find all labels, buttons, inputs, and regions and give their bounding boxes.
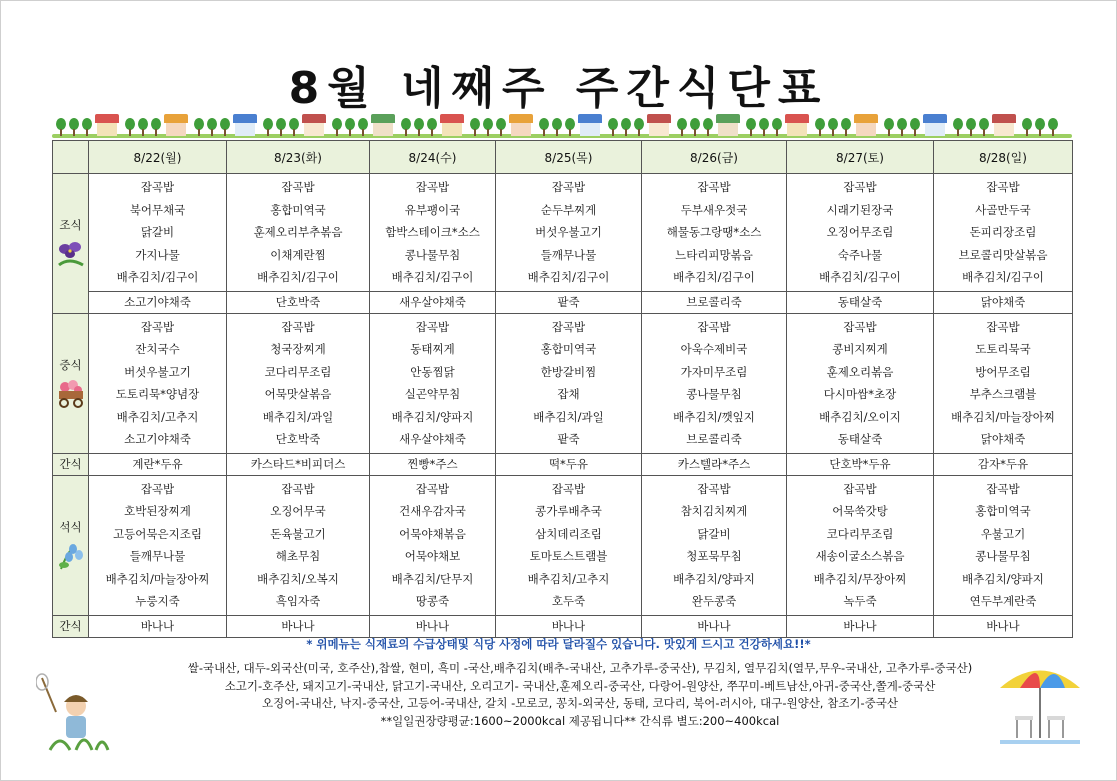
lunch-cell bbox=[496, 313, 642, 453]
lunch-cell bbox=[642, 313, 787, 453]
breakfast-cell bbox=[934, 174, 1073, 292]
flower-cart-icon bbox=[55, 379, 87, 409]
menu-item: 청국장찌게 bbox=[270, 342, 326, 356]
menu-item: 코다리무조림 bbox=[264, 364, 332, 379]
menu-item-list bbox=[370, 314, 495, 453]
lunch-cell bbox=[787, 313, 934, 453]
tree-icon bbox=[263, 118, 273, 136]
snack-cell: 단호박*두유 bbox=[787, 453, 934, 475]
menu-item: 유부팽이국 bbox=[404, 202, 461, 217]
menu-item: 흑임자죽 bbox=[275, 594, 321, 608]
menu-item: 우불고기 bbox=[980, 526, 1026, 541]
bluebell-flower-icon bbox=[55, 541, 87, 571]
tree-icon bbox=[496, 118, 506, 136]
dinner-cell bbox=[934, 475, 1073, 615]
weekly-menu-table bbox=[52, 140, 1073, 638]
day-header: 8/28(일) bbox=[934, 141, 1073, 174]
snack-cell: 바나나 bbox=[89, 615, 227, 637]
house-icon bbox=[95, 114, 119, 136]
menu-item: 콩비지찌게 bbox=[832, 342, 888, 356]
menu-item: 배추김치/깻잎지 bbox=[673, 409, 755, 424]
house-icon bbox=[233, 114, 257, 136]
menu-item: 배추김치/양파지 bbox=[391, 409, 474, 424]
menu-item: 닭야채죽 bbox=[980, 432, 1026, 446]
house-icon bbox=[164, 114, 188, 136]
snack-cell: 계란*두유 bbox=[89, 453, 227, 475]
dinner-cell bbox=[227, 475, 370, 615]
breakfast-porridge-row bbox=[53, 291, 1073, 313]
day-header: 8/24(수) bbox=[370, 141, 496, 174]
tree-icon bbox=[401, 118, 411, 136]
breakfast-cell bbox=[89, 174, 227, 292]
tree-icon bbox=[703, 118, 713, 136]
menu-item: 참치김치찌게 bbox=[680, 504, 748, 518]
menu-item: 방어무조림 bbox=[975, 364, 1031, 379]
lunch-cell bbox=[227, 313, 370, 453]
dinner-label-cell bbox=[53, 475, 89, 615]
tree-icon bbox=[565, 118, 575, 136]
menu-item: 닭갈비 bbox=[697, 526, 731, 541]
menu-item: 잡곡밥 bbox=[281, 180, 315, 194]
tree-icon bbox=[897, 118, 907, 136]
tree-icon bbox=[841, 118, 851, 136]
menu-item: 팥죽 bbox=[557, 432, 580, 446]
menu-item: 배추김치/김구이 bbox=[819, 270, 901, 284]
origin-line: 소고기-호주산, 돼지고기-국내산, 닭고기-국내산, 오리고기- 국내산,훈제오리-중국산, 다랑어-원양산, 쭈꾸미-베트남산,아귀-중국산,쫄게-중국산 bbox=[224, 678, 936, 693]
tree-icon bbox=[979, 118, 989, 136]
menu-item: 숙주나물 bbox=[837, 247, 883, 262]
menu-item: 잡곡밥 bbox=[415, 319, 450, 334]
porridge-cell: 새우살야채죽 bbox=[370, 291, 496, 313]
menu-item-list bbox=[89, 476, 226, 615]
dinner-row bbox=[53, 475, 1073, 615]
menu-item: 잡곡밥 bbox=[140, 319, 175, 334]
dinner-cell bbox=[787, 475, 934, 615]
menu-item: 잔치국수 bbox=[135, 342, 180, 356]
tree-icon bbox=[358, 118, 368, 136]
menu-item-list bbox=[642, 314, 786, 453]
menu-item: 누룽지죽 bbox=[135, 594, 180, 608]
menu-item: 배추김치/김구이 bbox=[391, 270, 474, 284]
tree-icon bbox=[884, 118, 894, 136]
tree-icon bbox=[207, 118, 217, 136]
house-icon bbox=[371, 114, 395, 136]
menu-item: 청포묵무침 bbox=[686, 549, 742, 563]
menu-item: 잡곡밥 bbox=[697, 481, 731, 496]
dinner-cell bbox=[370, 475, 496, 615]
breakfast-cell bbox=[787, 174, 934, 292]
menu-item: 잡곡밥 bbox=[140, 180, 175, 194]
menu-item: 어묵야채볶음 bbox=[399, 526, 466, 541]
snack-cell: 찐빵*주스 bbox=[370, 453, 496, 475]
tree-icon bbox=[220, 118, 230, 136]
menu-item-list bbox=[227, 314, 369, 453]
menu-item: 브로콜리맛살볶음 bbox=[958, 247, 1048, 262]
tree-icon bbox=[69, 118, 79, 136]
menu-item: 실곤약무침 bbox=[404, 387, 461, 401]
tree-icon bbox=[138, 118, 148, 136]
menu-item: 두부새우젓국 bbox=[680, 202, 748, 217]
tree-icon bbox=[427, 118, 437, 136]
day-header: 8/22(월) bbox=[89, 141, 227, 174]
menu-item: 배추김치/김구이 bbox=[527, 270, 610, 284]
tree-icon bbox=[966, 118, 976, 136]
menu-item: 홍합미역국 bbox=[975, 504, 1031, 518]
porridge-cell: 브로콜리죽 bbox=[642, 291, 787, 313]
menu-item: 어묵쑥갓탕 bbox=[832, 504, 888, 518]
menu-item: 사골만두국 bbox=[975, 202, 1031, 217]
menu-item: 콩나물무침 bbox=[404, 247, 461, 262]
menu-item: 해초무침 bbox=[275, 549, 321, 563]
beach-umbrella-icon bbox=[995, 658, 1085, 748]
snack-cell: 바나나 bbox=[934, 615, 1073, 637]
tree-icon bbox=[828, 118, 838, 136]
house-icon bbox=[785, 114, 809, 136]
menu-item: 배추김치/단무지 bbox=[391, 571, 474, 586]
menu-item: 배추김치/김구이 bbox=[257, 270, 339, 284]
tree-icon bbox=[194, 118, 204, 136]
menu-item: 잡곡밥 bbox=[551, 180, 586, 194]
tree-icon bbox=[483, 118, 493, 136]
tree-icon bbox=[953, 118, 963, 136]
menu-item: 완두콩죽 bbox=[691, 594, 737, 608]
calorie-line: **일일권장량평균:1600~2000kcal 제공됩니다** 간식류 별도:200~400kcal bbox=[380, 713, 780, 728]
menu-item: 잡곡밥 bbox=[697, 180, 731, 194]
menu-item: 오징어무국 bbox=[270, 504, 326, 518]
snack-cell: 감자*두유 bbox=[934, 453, 1073, 475]
snack-cell: 바나나 bbox=[787, 615, 934, 637]
snack-cell: 떡*두유 bbox=[496, 453, 642, 475]
menu-item: 잡곡밥 bbox=[415, 481, 450, 496]
house-icon bbox=[647, 114, 671, 136]
menu-item: 녹두죽 bbox=[843, 594, 877, 608]
notice-text: * 위메뉴는 식재료의 수급상태및 식당 사정에 따라 달라질수 있습니다. 맛있게 드시고 건강하세요!!* bbox=[306, 637, 811, 651]
lunch-cell bbox=[934, 313, 1073, 453]
menu-item-list bbox=[227, 174, 369, 291]
lunch-cell bbox=[89, 313, 227, 453]
menu-item: 잡곡밥 bbox=[281, 481, 315, 496]
menu-item: 동태살죽 bbox=[837, 432, 883, 446]
tree-icon bbox=[608, 118, 618, 136]
tree-icon bbox=[1022, 118, 1032, 136]
menu-item-list bbox=[89, 314, 226, 453]
house-icon bbox=[302, 114, 326, 136]
menu-item: 부추스크램블 bbox=[969, 387, 1037, 401]
porridge-cell: 닭야채죽 bbox=[934, 291, 1073, 313]
tree-icon bbox=[677, 118, 687, 136]
tree-icon bbox=[332, 118, 342, 136]
menu-item: 시래기된장국 bbox=[826, 202, 894, 217]
menu-item: 홍합미역국 bbox=[540, 342, 597, 356]
menu-item: 배추김치/무장아찌 bbox=[813, 571, 907, 586]
menu-item: 한방갈비찜 bbox=[540, 364, 597, 379]
menu-item: 안동찜닭 bbox=[410, 364, 455, 379]
snack-cell: 바나나 bbox=[227, 615, 370, 637]
breakfast-label-cell bbox=[53, 174, 89, 314]
menu-item: 훈제오리부추볶음 bbox=[253, 225, 343, 239]
menu-item-list bbox=[370, 476, 495, 615]
meal-label: 석식 bbox=[59, 520, 82, 534]
menu-item-list bbox=[934, 174, 1072, 291]
house-icon bbox=[716, 114, 740, 136]
snack-label-cell: 간식 bbox=[53, 615, 89, 637]
menu-item: 잡곡밥 bbox=[415, 180, 450, 194]
tree-icon bbox=[552, 118, 562, 136]
house-icon bbox=[440, 114, 464, 136]
corner-cell bbox=[53, 141, 89, 174]
menu-item: 콩나물무침 bbox=[686, 387, 742, 401]
menu-item: 토마토스트램블 bbox=[529, 549, 608, 563]
menu-item: 호두죽 bbox=[551, 594, 586, 608]
menu-item-list bbox=[642, 174, 786, 291]
snack-label-cell: 간식 bbox=[53, 453, 89, 475]
breakfast-row bbox=[53, 174, 1073, 292]
menu-item: 오징어무조림 bbox=[826, 225, 894, 239]
menu-item-list bbox=[787, 476, 933, 615]
menu-item: 잡곡밥 bbox=[697, 319, 731, 334]
menu-item: 이채계란찜 bbox=[270, 247, 326, 262]
tree-icon bbox=[289, 118, 299, 136]
menu-item: 새송이굴소스볶음 bbox=[815, 549, 905, 563]
menu-item: 배추김치/양파지 bbox=[673, 571, 755, 586]
menu-item-list bbox=[934, 476, 1072, 615]
tree-icon bbox=[621, 118, 631, 136]
house-icon bbox=[578, 114, 602, 136]
tree-icon bbox=[690, 118, 700, 136]
menu-item: 브로콜리죽 bbox=[686, 432, 742, 446]
menu-item: 함박스테이크*소스 bbox=[385, 225, 480, 239]
menu-item: 돈피리장조림 bbox=[969, 225, 1037, 239]
menu-item: 북어무채국 bbox=[129, 202, 186, 217]
menu-item: 가지나물 bbox=[135, 247, 180, 262]
dinner-cell bbox=[89, 475, 227, 615]
village-decoration bbox=[52, 110, 1072, 140]
tree-icon bbox=[82, 118, 92, 136]
menu-item: 배추김치/오복지 bbox=[257, 571, 339, 586]
menu-item: 배추김치/고추지 bbox=[116, 409, 199, 424]
tree-icon bbox=[151, 118, 161, 136]
snack-cell: 바나나 bbox=[496, 615, 642, 637]
menu-item: 잡곡밥 bbox=[843, 180, 877, 194]
menu-item: 잡곡밥 bbox=[281, 319, 315, 334]
porridge-cell: 소고기야채죽 bbox=[89, 291, 227, 313]
header-row bbox=[53, 141, 1073, 174]
menu-item: 배추김치/과일 bbox=[533, 409, 604, 424]
origin-info bbox=[150, 660, 1010, 730]
menu-item: 연두부계란죽 bbox=[969, 594, 1037, 608]
menu-item-list bbox=[496, 314, 641, 453]
menu-item: 잡곡밥 bbox=[551, 481, 586, 496]
snack-row bbox=[53, 453, 1073, 475]
breakfast-cell bbox=[642, 174, 787, 292]
tree-icon bbox=[815, 118, 825, 136]
page-title: 8월 네째주 주간식단표 bbox=[288, 63, 829, 114]
menu-item: 배추김치/고추지 bbox=[527, 571, 610, 586]
menu-item: 홍합미역국 bbox=[270, 202, 326, 217]
menu-item: 배추김치/오이지 bbox=[819, 409, 901, 424]
menu-item: 순두부찌게 bbox=[540, 202, 597, 217]
tree-icon bbox=[414, 118, 424, 136]
tree-icon bbox=[345, 118, 355, 136]
menu-item: 훈제오리볶음 bbox=[826, 364, 894, 379]
tree-icon bbox=[1048, 118, 1058, 136]
meal-label: 조식 bbox=[59, 218, 82, 233]
menu-item: 잡곡밥 bbox=[843, 319, 877, 334]
dinner-cell bbox=[496, 475, 642, 615]
menu-item: 삼치데리조림 bbox=[535, 526, 602, 541]
lunch-label-cell bbox=[53, 313, 89, 453]
snack-row bbox=[53, 615, 1073, 637]
menu-item-list bbox=[370, 174, 495, 291]
menu-item: 배추김치/김구이 bbox=[116, 270, 199, 284]
menu-item-list bbox=[496, 174, 641, 291]
menu-item: 콩나물무침 bbox=[975, 549, 1031, 563]
menu-item: 소고기야채죽 bbox=[124, 432, 191, 446]
menu-item-list bbox=[787, 174, 933, 291]
tree-icon bbox=[759, 118, 769, 136]
porridge-cell: 동태살죽 bbox=[787, 291, 934, 313]
menu-item: 단호박죽 bbox=[275, 432, 321, 446]
breakfast-cell bbox=[370, 174, 496, 292]
menu-item-list bbox=[934, 314, 1072, 453]
menu-item: 아욱수제비국 bbox=[680, 342, 748, 356]
lunch-row bbox=[53, 313, 1073, 453]
menu-item: 버섯우불고기 bbox=[535, 225, 602, 239]
snack-cell: 카스타드*비피더스 bbox=[227, 453, 370, 475]
day-header: 8/25(목) bbox=[496, 141, 642, 174]
menu-item: 잡곡밥 bbox=[986, 319, 1020, 334]
menu-item: 콩가루배추국 bbox=[535, 504, 602, 518]
menu-item: 코다리무조림 bbox=[826, 526, 894, 541]
tree-icon bbox=[1035, 118, 1045, 136]
menu-item: 잡곡밥 bbox=[140, 481, 175, 496]
menu-item: 배추김치/김구이 bbox=[962, 270, 1044, 284]
menu-item: 건새우감자국 bbox=[399, 504, 466, 518]
menu-item: 동태찌게 bbox=[410, 342, 455, 356]
menu-item-list bbox=[89, 174, 226, 291]
menu-item: 배추김치/김구이 bbox=[673, 270, 755, 284]
menu-item: 어묵야채보 bbox=[404, 549, 461, 563]
snack-cell: 바나나 bbox=[642, 615, 787, 637]
menu-item: 닭갈비 bbox=[140, 225, 175, 239]
menu-item: 고등어묵은지조림 bbox=[113, 526, 202, 541]
menu-item: 어묵맛살볶음 bbox=[264, 387, 332, 401]
house-icon bbox=[923, 114, 947, 136]
breakfast-cell bbox=[227, 174, 370, 292]
tree-icon bbox=[772, 118, 782, 136]
menu-item: 땅콩죽 bbox=[415, 594, 450, 608]
menu-item: 해물동그랑땡*소스 bbox=[666, 225, 762, 239]
menu-item-list bbox=[642, 476, 786, 615]
menu-item: 다시마쌈*초장 bbox=[823, 387, 897, 401]
menu-item: 들깨무나물 bbox=[129, 549, 186, 563]
tree-icon bbox=[634, 118, 644, 136]
house-icon bbox=[992, 114, 1016, 136]
menu-item: 새우살야채죽 bbox=[399, 432, 466, 446]
menu-item: 잡곡밥 bbox=[551, 319, 586, 334]
breakfast-cell bbox=[496, 174, 642, 292]
tree-icon bbox=[539, 118, 549, 136]
menu-item: 느타리피망볶음 bbox=[675, 247, 753, 262]
menu-item: 잡곡밥 bbox=[986, 481, 1020, 496]
menu-item: 호박된장찌게 bbox=[124, 504, 191, 518]
snack-cell: 카스텔라*주스 bbox=[642, 453, 787, 475]
menu-item: 버섯우불고기 bbox=[124, 364, 191, 379]
tree-icon bbox=[910, 118, 920, 136]
menu-item: 가자미무조림 bbox=[680, 364, 748, 379]
tree-icon bbox=[276, 118, 286, 136]
meal-label: 중식 bbox=[59, 358, 82, 372]
lunch-cell bbox=[370, 313, 496, 453]
menu-item: 배추김치/양파지 bbox=[962, 571, 1044, 586]
menu-item: 잡곡밥 bbox=[843, 481, 877, 496]
dinner-cell bbox=[642, 475, 787, 615]
menu-item: 도토리묵국 bbox=[975, 342, 1031, 356]
menu-item: 돈육불고기 bbox=[270, 526, 326, 541]
menu-item: 잡곡밥 bbox=[986, 180, 1020, 194]
menu-item: 잡채 bbox=[557, 387, 580, 401]
girl-with-net-icon bbox=[36, 672, 116, 752]
menu-item-list bbox=[496, 476, 641, 615]
origin-line: 오징어-국내산, 낙지-중국산, 고등어-국내산, 갈치 -모로코, 꽁치-외국산, 동태, 코다리, 북어-러시아, 대구-원양산, 참조기-중국산 bbox=[262, 696, 898, 710]
tree-icon bbox=[746, 118, 756, 136]
menu-item: 배추김치/마늘장아찌 bbox=[105, 571, 210, 586]
menu-item-list bbox=[787, 314, 933, 453]
tree-icon bbox=[125, 118, 135, 136]
menu-item: 배추김치/마늘장아찌 bbox=[951, 409, 1055, 424]
tree-icon bbox=[56, 118, 66, 136]
menu-item: 들깨무나물 bbox=[540, 247, 597, 262]
porridge-cell: 단호박죽 bbox=[227, 291, 370, 313]
house-icon bbox=[509, 114, 533, 136]
snack-cell: 바나나 bbox=[370, 615, 496, 637]
violet-flower-icon bbox=[55, 239, 87, 269]
menu-item: 도토리묵*양념장 bbox=[115, 387, 200, 401]
porridge-cell: 팥죽 bbox=[496, 291, 642, 313]
day-header: 8/23(화) bbox=[227, 141, 370, 174]
day-header: 8/27(토) bbox=[787, 141, 934, 174]
origin-line: 쌀-국내산, 대두-외국산(미국, 호주산),찹쌀, 현미, 흑미 -국산,배추김치(배추-국내산, 고추가루-중국산), 무김치, 열무김치(열무,무우-국내산, 고추가루-중국산) bbox=[187, 661, 973, 675]
day-header: 8/26(금) bbox=[642, 141, 787, 174]
house-icon bbox=[854, 114, 878, 136]
menu-item-list bbox=[227, 476, 369, 615]
tree-icon bbox=[470, 118, 480, 136]
menu-item: 배추김치/과일 bbox=[262, 409, 334, 424]
